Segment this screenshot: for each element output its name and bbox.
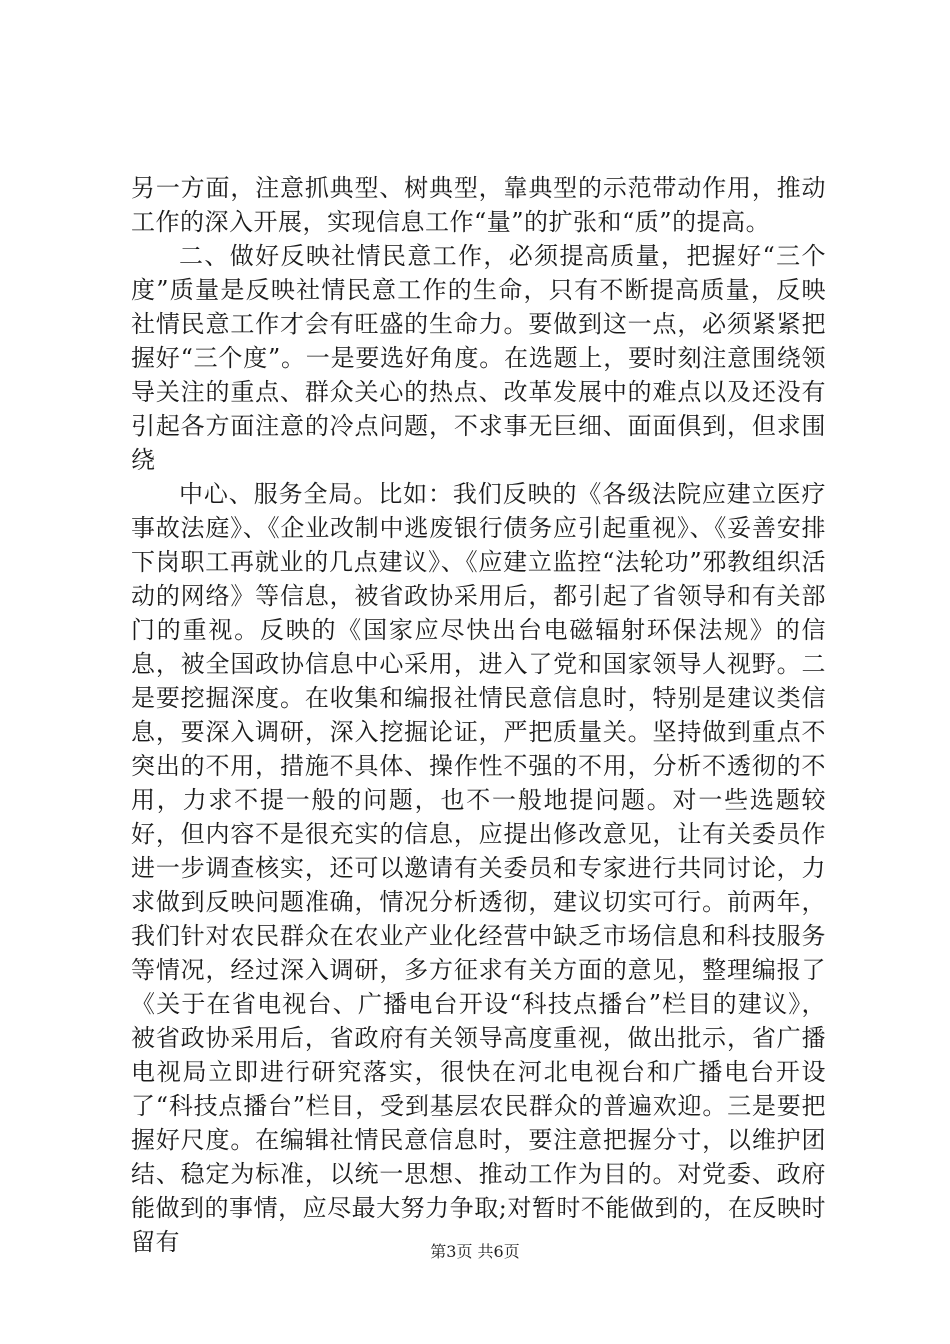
paragraph: 另一方面，注意抓典型、树典型，靠典型的示范带动作用，推动工作的深入开展，实现信息工作“量”的扩张和“质”的提高。 <box>131 174 826 236</box>
page-number-footer: 第3页 共6页 <box>430 1242 520 1261</box>
paragraph: 中心、服务全局。比如：我们反映的《各级法院应建立医疗事故法庭》、《企业改制中逃废银行债务应引起重视》、《妥善安排下岗职工再就业的几点建议》、《应建立监控“法轮功”邪教组织活动的网络》等信息，被省政协采用后，都引起了省领导和有关部门的重视。反映的《国家应尽快出台电磁辐射环保法规》的信息，被全国政协信息中心采用，进入了党和国家领导人视野。二是要挖掘深度。在收集和编报社情民意信息时，特别是建议类信息，要深入调研，深入挖掘论证，严把质量关。坚持做到重点不突出的不用，措施不具体、操作性不强的不用，分析不透彻的不用，力求不提一般的问题，也不一般地提问题。对一些选题较好，但内容不是很充实的信息，应提出修改意见，让有关委员作进一步调查核实，还可以邀请有关委员和专家进行共同讨论，力求做到反映问题准确，情况分析透彻，建议切实可行。前两年，我们针对农民群众在农业产业化经营中缺乏市场信息和科技服务等情况，经过深入调研，多方征求有关方面的意见，整理编报了《关于在省电视台、广播电台开设“科技点播台”栏目的建议》，被省政协采用后，省政府有关领导高度重视，做出批示，省广播电视局立即进行研究落实，很快在河北电视台和广播电台开设了“科技点播台”栏目，受到基层农民群众的普遍欢迎。三是要把握好尺度。在编辑社情民意信息时，要注意把握分寸，以维护团结、稳定为标准，以统一思想、推动工作为目的。对党委、政府能做到的事情，应尽最大努力争取;对暂时不能做到的，在反映时留有 <box>131 480 826 1256</box>
paragraph: 二、做好反映社情民意工作，必须提高质量，把握好“三个度”质量是反映社情民意工作的生命，只有不断提高质量，反映社情民意工作才会有旺盛的生命力。要做到这一点，必须紧紧把握好“三个度”。一是要选好角度。在选题上，要时刻注意围绕领导关注的重点、群众关心的热点、改革发展中的难点以及还没有引起各方面注意的冷点问题，不求事无巨细、面面俱到，但求围绕 <box>131 242 826 474</box>
document-body <box>131 171 826 1259</box>
